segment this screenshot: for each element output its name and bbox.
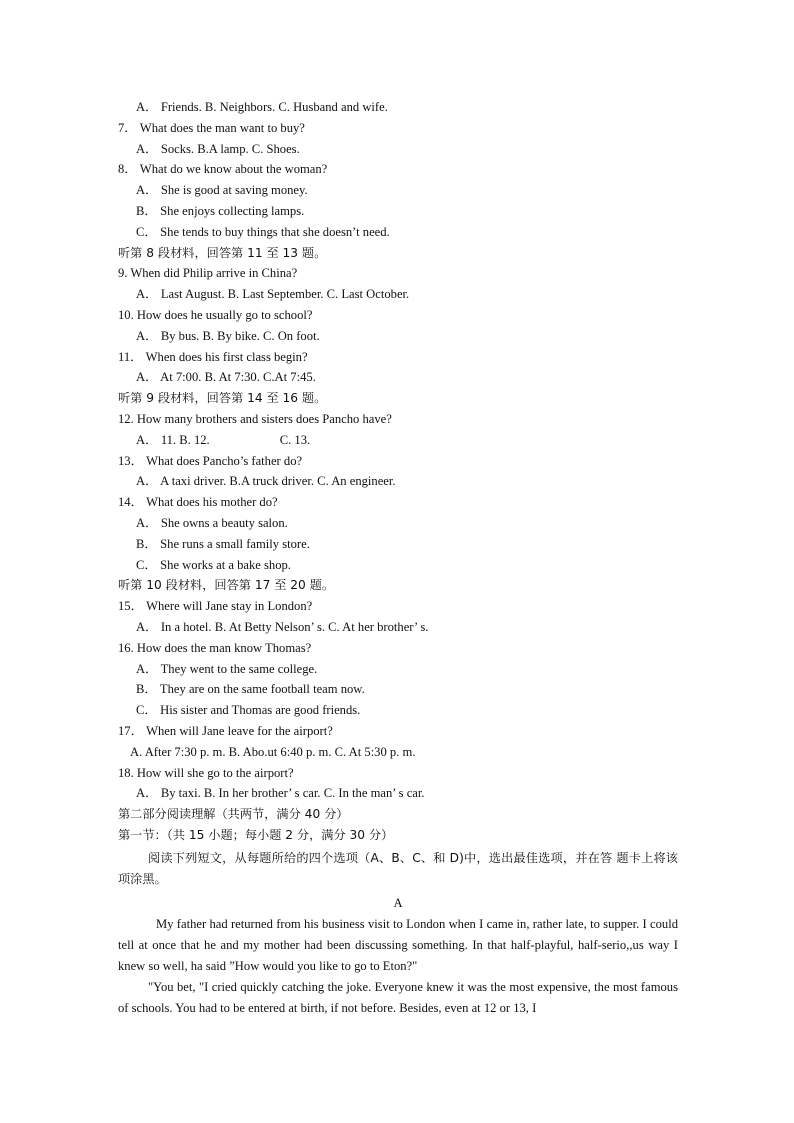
passage-label: A — [393, 895, 403, 910]
answer-option — [118, 430, 678, 451]
answer-option: B． They are on the same football team now. — [136, 682, 365, 697]
answer-option: A． By taxi. B. In her brother’ s car. C. In the man’ s car. — [136, 786, 425, 801]
option-text: C. 13. — [279, 432, 311, 447]
question-text: 12. How many brothers and sisters does Pancho have? — [118, 411, 392, 426]
exam-page — [118, 97, 678, 1019]
question-text: 11． When does his first class begin? — [118, 349, 308, 364]
option-text: A． 11. B. 12. — [136, 432, 210, 447]
section-heading: 第一节：（共 15 小题；每小题 2 分，满分 30 分） — [118, 827, 394, 842]
passage-paragraph-2: "You bet, "I cried quickly catching the joke. Everyone knew it was the most expensive, the most famous of schools. You had to be entered at birth, if not before. Besides, even at 12 or 13, I — [118, 979, 678, 1015]
question-text: 9. When did Philip arrive in China? — [118, 266, 298, 281]
question-text: 10. How does he usually go to school? — [118, 307, 313, 322]
answer-option: A． In a hotel. B. At Betty Nelson’ s. C. At her brother’ s. — [136, 619, 429, 634]
question-text: 7． What does the man want to buy? — [118, 120, 305, 135]
answer-option: A. After 7:30 p. m. B. Abo.ut 6:40 p. m. C. At 5:30 p. m. — [130, 744, 416, 759]
answer-option: A． Last August. B. Last September. C. Last October. — [136, 287, 410, 302]
answer-option: A． At 7:00. B. At 7:30. C.At 7:45. — [136, 370, 316, 385]
question-text: 14． What does his mother do? — [118, 495, 278, 510]
question-text: 17． When will Jane leave for the airport? — [118, 723, 333, 738]
answer-option: A． She owns a beauty salon. — [136, 515, 288, 530]
passage-paragraph-1: My father had returned from his business visit to London when I came in, rather late, to supper. I could tell at once that he and my mother had been discussing something. In that half-playful, half-serio,,us way I knew so well, ha said ”How would you like to go to Eton?" — [118, 916, 678, 973]
section-heading: 第二部分阅读理解（共两节，满分 40 分） — [118, 807, 349, 822]
question-text: 15． Where will Jane stay in London? — [118, 599, 313, 614]
section-heading: 听第 10 段材料，回答第 17 至 20 题。 — [118, 578, 335, 593]
question-list — [118, 97, 678, 846]
answer-option: C． His sister and Thomas are good friends. — [136, 703, 361, 718]
answer-option: A． Socks. B.A lamp. C. Shoes. — [136, 141, 300, 156]
answer-option: A． A taxi driver. B.A truck driver. C. An engineer. — [136, 474, 396, 489]
answer-option: C． She tends to buy things that she doesn’t need. — [136, 224, 390, 239]
answer-option: B． She enjoys collecting lamps. — [136, 203, 305, 218]
question-text: 18. How will she go to the airport? — [118, 765, 294, 780]
answer-option: A． She is good at saving money. — [136, 183, 308, 198]
question-text: 13． What does Pancho’s father do? — [118, 453, 303, 468]
answer-option: A． Friends. B. Neighbors. C. Husband and wife. — [136, 100, 388, 114]
section-heading: 听第 8 段材料，回答第 11 至 13 题。 — [118, 245, 327, 260]
answer-option: A． By bus. B. By bike. C. On foot. — [136, 328, 320, 343]
answer-option: B． She runs a small family store. — [136, 536, 310, 551]
question-text: 16. How does the man know Thomas? — [118, 640, 312, 655]
section-heading: 听第 9 段材料，回答第 14 至 16 题。 — [118, 391, 327, 406]
answer-option: A． They went to the same college. — [136, 661, 318, 676]
answer-option: C． She works at a bake shop. — [136, 557, 291, 572]
question-text: 8． What do we know about the woman? — [118, 162, 328, 177]
reading-instructions: 阅读下列短文，从每题所给的四个选项（A、B、C、和 D)中，选出最佳选项，并在答 题卡上将该项涂黑。 — [118, 850, 678, 886]
